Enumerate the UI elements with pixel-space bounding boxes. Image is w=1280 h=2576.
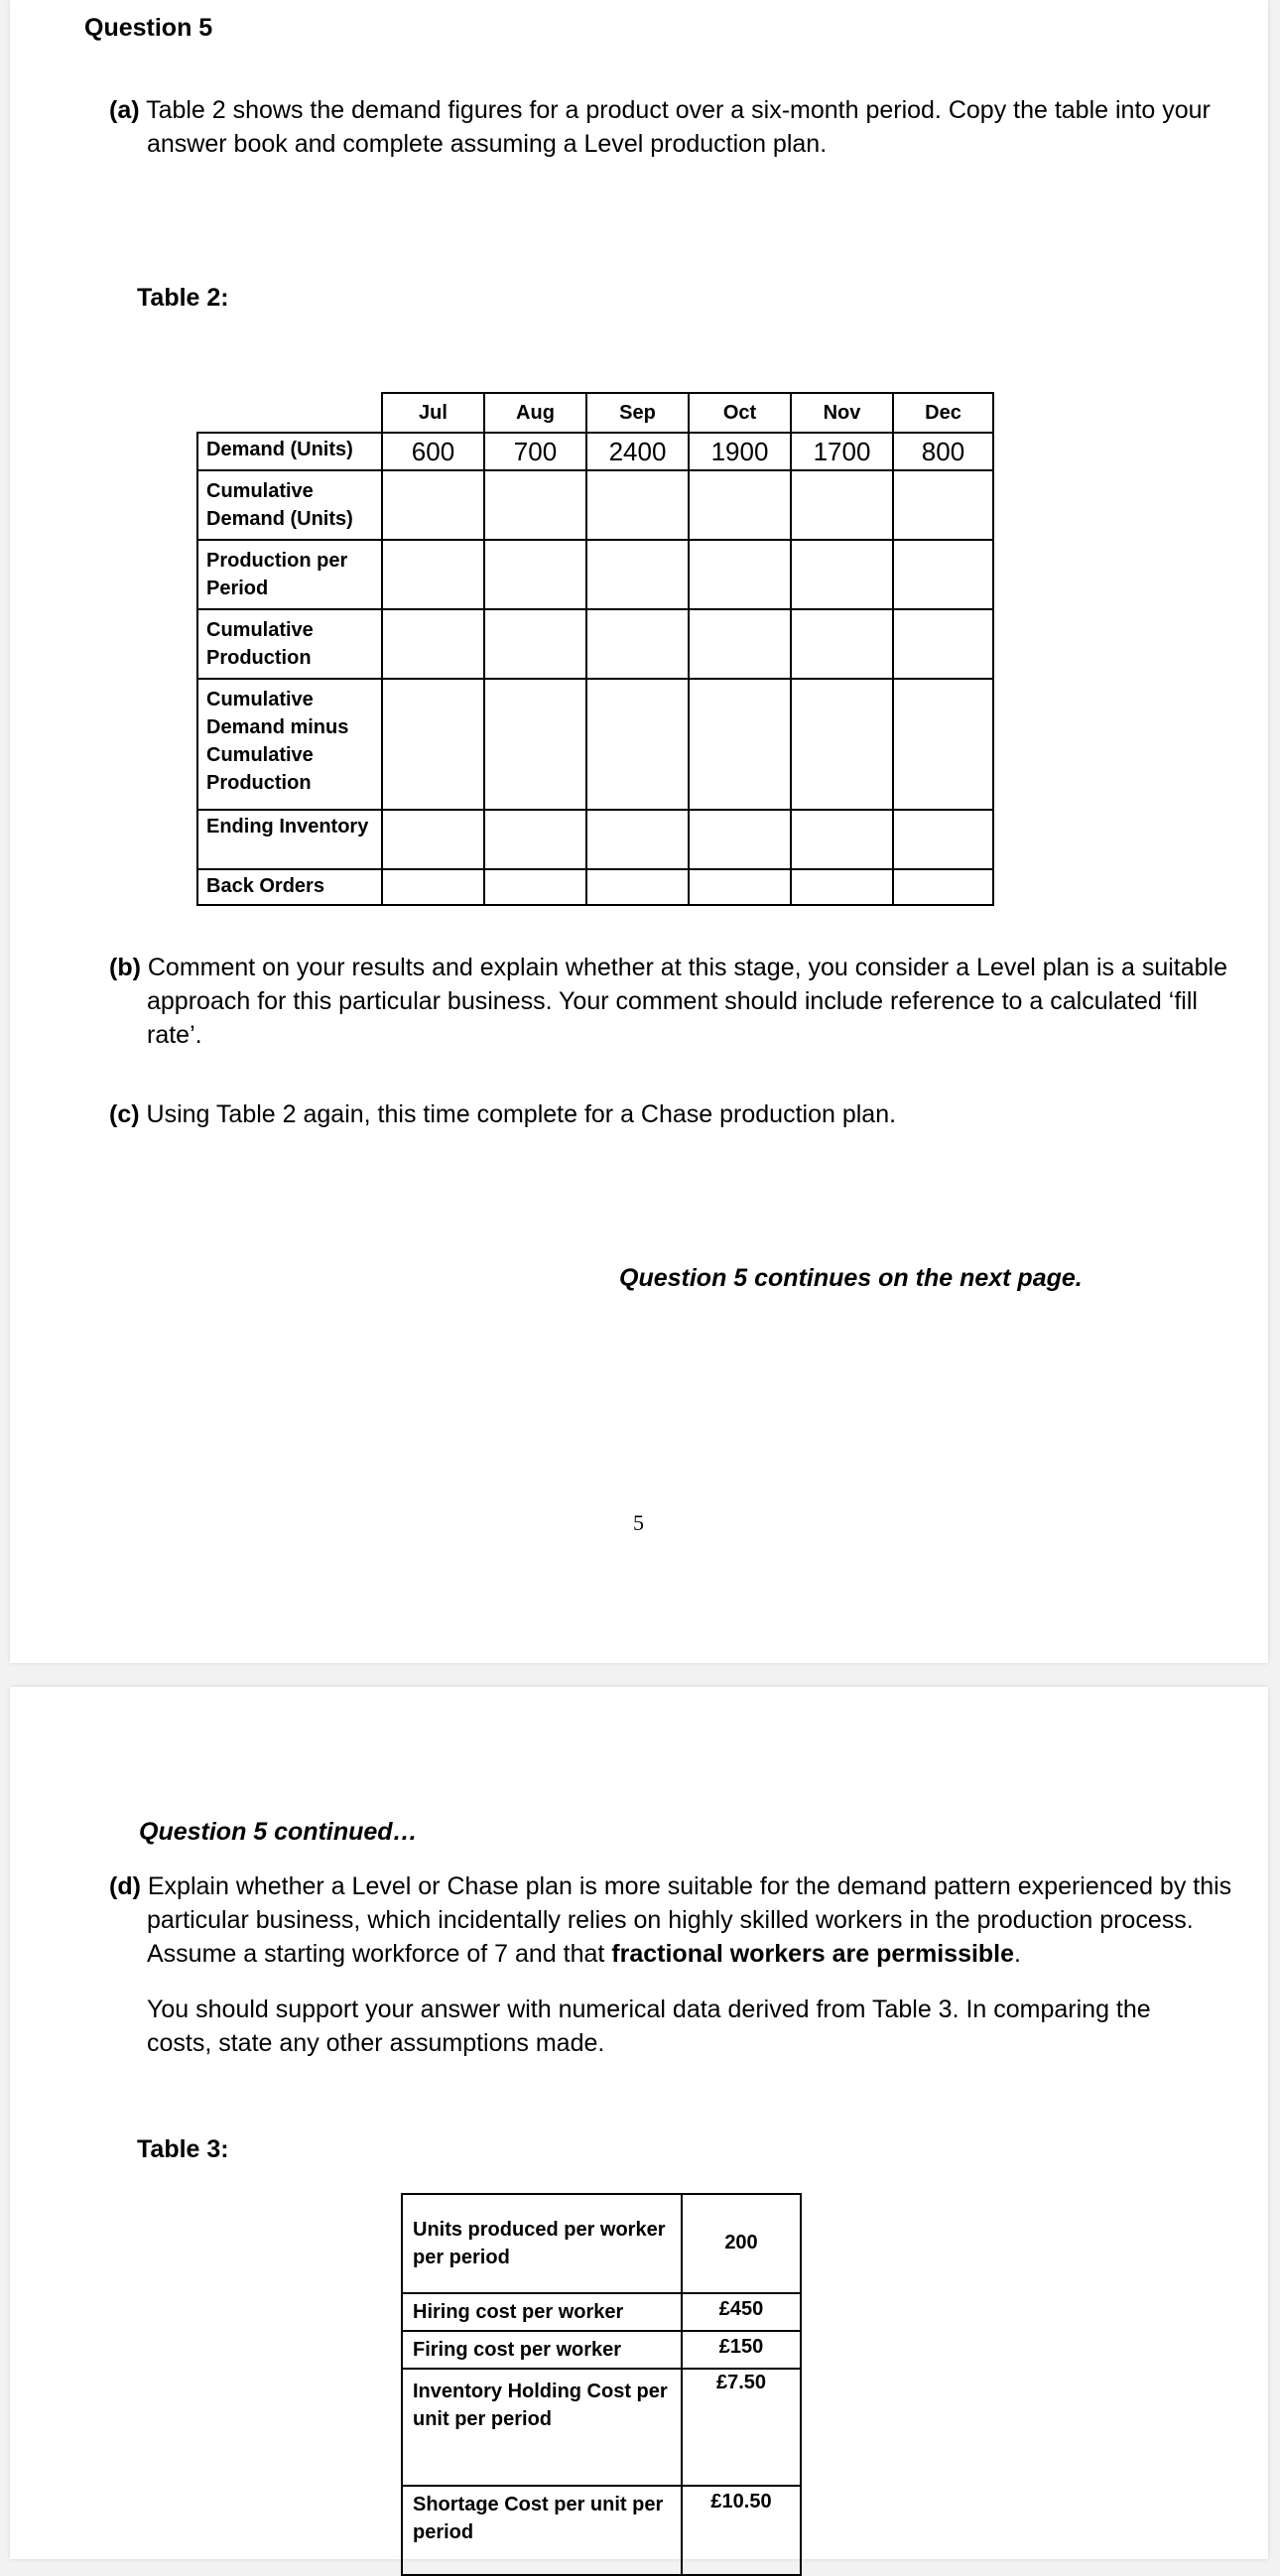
part-d-text: Explain whether a Level or Chase plan is more suitable for the demand pattern experienced by this particular business, which incidentally relies on highly skilled workers in the production process. Assume a starting workforce of 7 and that [147,1872,1232,1968]
table-row [197,810,993,869]
table-row [197,609,993,679]
table-cell: 1700 [791,433,893,470]
table-cell: 2400 [586,433,689,470]
month-header: Dec [893,393,993,433]
table-row [197,540,993,609]
part-b-label: (b) [109,954,141,981]
table3-title: Table 3: [137,2135,229,2163]
month-header: Jul [382,393,484,433]
table-row [197,869,993,905]
table-row [402,2486,801,2575]
table-cell [893,609,993,679]
table-cell [382,679,484,810]
table-cell: 800 [893,433,993,470]
table-cell: 700 [484,433,586,470]
table-row [197,470,993,540]
table-cell [382,869,484,905]
table2-title: Table 2: [137,284,229,312]
row-label: Firing cost per worker [402,2331,682,2369]
part-c-text: Using Table 2 again, this time complete for a Chase production plan. [146,1100,897,1128]
table-cell [586,470,689,540]
table-cell [586,810,689,869]
table-cell [586,540,689,609]
table-cell [689,540,791,609]
page-number: 5 [633,1510,644,1535]
table-cell [791,869,893,905]
row-label: Units produced per worker per period [402,2194,682,2293]
table-cell [791,810,893,869]
part-a [109,93,1248,161]
table-cell: £7.50 [682,2369,801,2486]
table-cell [893,470,993,540]
table-cell: 1900 [689,433,791,470]
table-cell [689,679,791,810]
row-label: Cumulative Demand (Units) [197,470,382,540]
table-row [402,2293,801,2331]
table-row [402,2194,801,2293]
table-cell [484,810,586,869]
table-cell [382,810,484,869]
question-heading: Question 5 [84,14,213,42]
table-cell: £150 [682,2331,801,2369]
table-cell [382,609,484,679]
table-cell: 600 [382,433,484,470]
table-3 [401,2193,802,2576]
part-b [109,951,1238,1052]
table-cell: £450 [682,2293,801,2331]
part-b-text: Comment on your results and explain whether at this stage, you consider a Level plan is a suitable approach for this particular business. Your comment should include reference to a calculated ‘fill rate’. [147,954,1227,1049]
table-row [402,2369,801,2486]
table-cell [791,609,893,679]
row-label: Back Orders [197,869,382,905]
continued-heading: Question 5 continued… [139,1818,418,1846]
month-header: Nov [791,393,893,433]
row-label: Ending Inventory [197,810,382,869]
table2-header-row [197,393,993,433]
table-cell [484,470,586,540]
table-cell [484,869,586,905]
table-cell [586,609,689,679]
table-cell [586,679,689,810]
table2-corner [197,393,382,433]
table-cell [689,869,791,905]
row-label: Hiring cost per worker [402,2293,682,2331]
part-d-label: (d) [109,1872,141,1900]
row-label: Cumulative Production [197,609,382,679]
table-cell [791,470,893,540]
table-cell [689,609,791,679]
row-label: Production per Period [197,540,382,609]
part-d [109,1869,1248,1971]
month-header: Oct [689,393,791,433]
table-row [197,679,993,810]
row-label: Inventory Holding Cost per unit per period [402,2369,682,2486]
table-cell [484,679,586,810]
table-row [402,2331,801,2369]
support-text: You should support your answer with numerical data derived from Table 3. In comparing the costs, state any other assumptions made. [147,1996,1151,2057]
table-cell [382,540,484,609]
part-d-end: . [1014,1940,1021,1968]
table-cell [484,540,586,609]
part-d-bold-text: fractional workers are permissible [611,1940,1015,1968]
table-2 [196,392,994,906]
table-cell [893,679,993,810]
row-label: Shortage Cost per unit per period [402,2486,682,2575]
table-cell [791,540,893,609]
continues-note: Question 5 continues on the next page. [619,1264,1083,1292]
table-cell [382,470,484,540]
month-header: Aug [484,393,586,433]
table-cell [893,540,993,609]
table-cell: 200 [682,2194,801,2293]
part-c [109,1097,1238,1131]
table-cell [689,470,791,540]
row-label: Demand (Units) [197,433,382,470]
row-label: Cumulative Demand minus Cumulative Production [197,679,382,810]
page-2 [10,1687,1268,2559]
month-header: Sep [586,393,689,433]
part-a-label: (a) [109,96,140,124]
table-cell [484,609,586,679]
table-row [197,433,993,470]
part-a-text: Table 2 shows the demand figures for a product over a six-month period. Copy the table into your answer book and complete assuming a Level production plan. [146,96,1211,158]
table-cell [893,869,993,905]
part-c-label: (c) [109,1100,140,1128]
table-cell: £10.50 [682,2486,801,2575]
table-cell [586,869,689,905]
page-1 [10,0,1268,1663]
table-cell [791,679,893,810]
table-cell [689,810,791,869]
table-cell [893,810,993,869]
